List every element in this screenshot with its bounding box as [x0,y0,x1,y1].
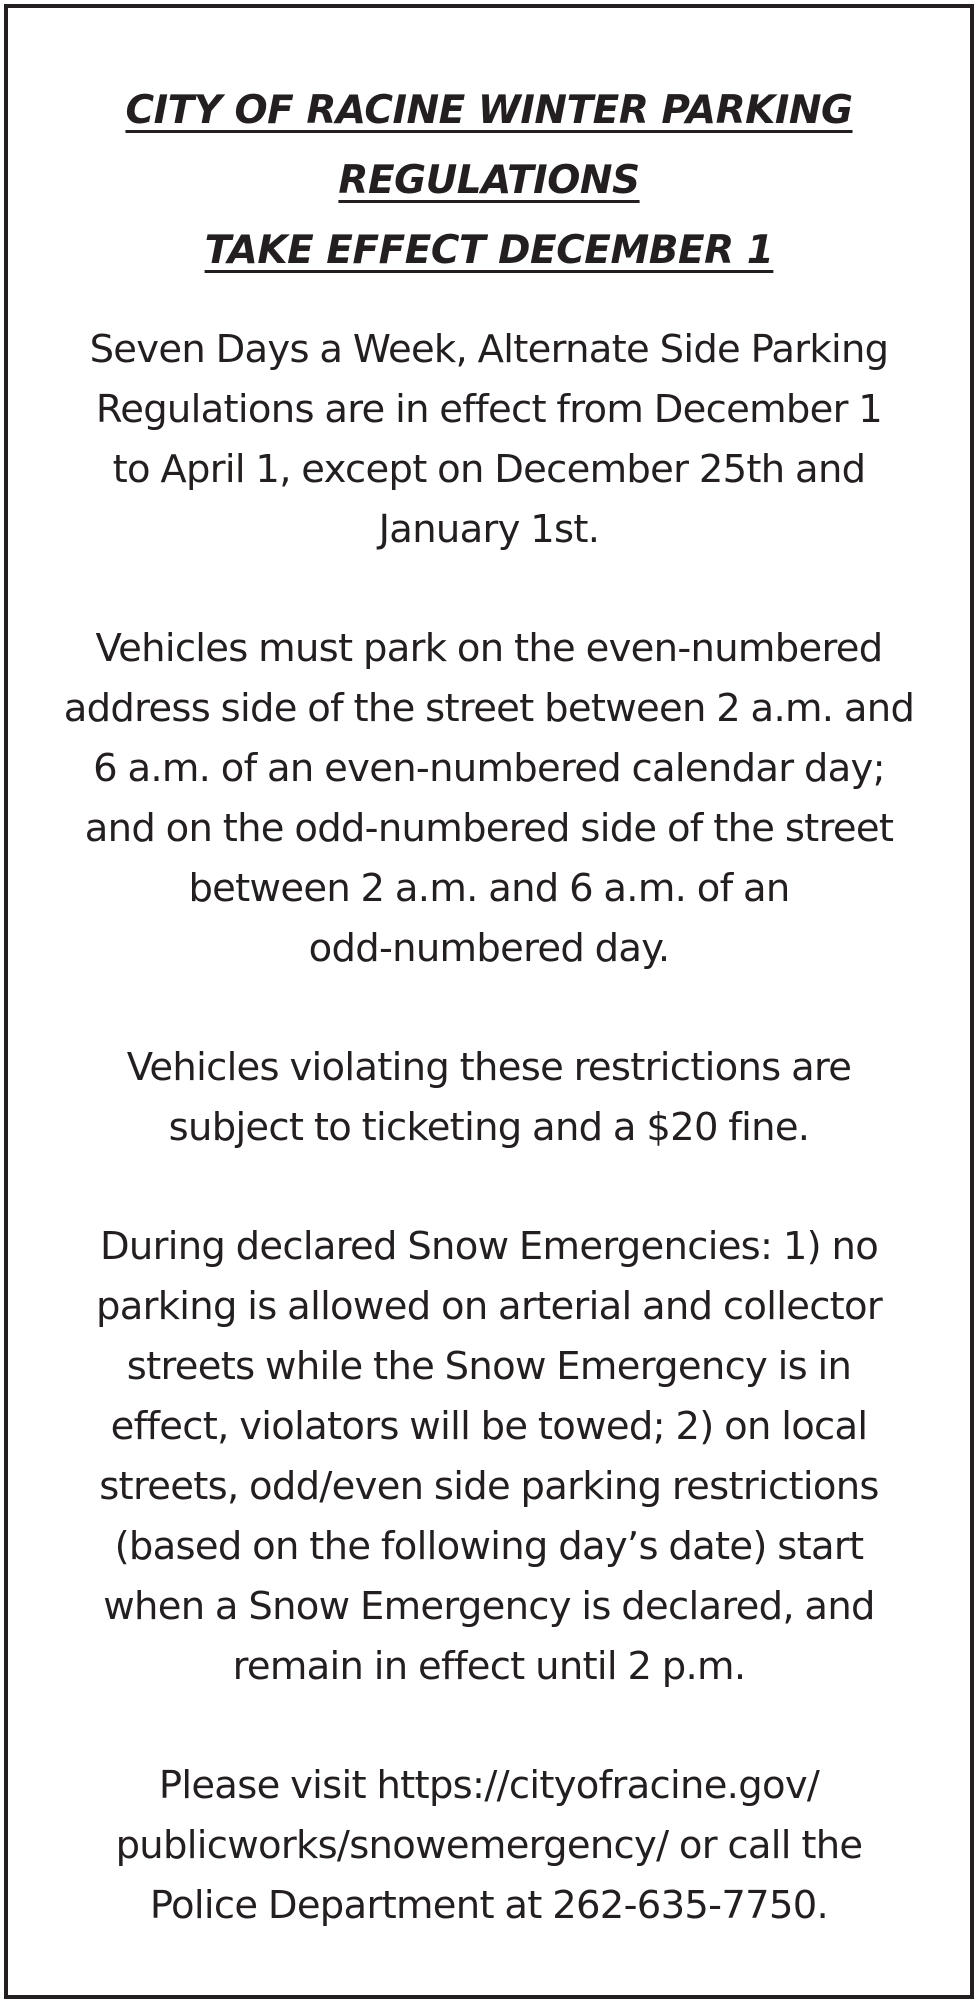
fine-paragraph [8,1038,970,1158]
text-line: During declared Snow Emergencies: 1) no [99,1224,879,1269]
text-line: Vehicles violating these restrictions are [126,1045,852,1090]
contact-paragraph [8,1756,970,1936]
snow-emergency-paragraph [8,1217,970,1697]
text-line: effect, violators will be towed; 2) on local [110,1404,868,1449]
schedule-paragraph [8,320,970,560]
text-line: streets, odd/even side parking restrictions [99,1464,879,1509]
text-line: (based on the following day’s date) start [114,1524,864,1569]
text-line: Please visit https://cityofracine.gov/ [158,1763,820,1808]
text-line: publicworks/snowemergency/ or call the [115,1823,863,1868]
text-line: parking is allowed on arterial and collector [95,1284,883,1329]
text-line: Regulations are in effect from December 1 [95,387,883,432]
text-line: Police Department at 262-635-7750. [149,1883,829,1928]
text-line: January 1st. [378,507,600,552]
text-line: to April 1, except on December 25th and [112,447,866,492]
parking-notice [4,4,974,1999]
text-line: 6 a.m. of an even-numbered calendar day; [93,746,885,791]
text-line: when a Snow Emergency is declared, and [103,1584,875,1629]
text-line: between 2 a.m. and 6 a.m. of an [188,866,790,911]
text-line: address side of the street between 2 a.m. and [63,686,915,731]
notice-title [8,76,970,286]
text-line: remain in effect until 2 p.m. [232,1644,746,1689]
text-line: and on the odd-numbered side of the street [84,806,894,851]
text-line: subject to ticketing and a $20 fine. [168,1105,810,1150]
title-line: TAKE EFFECT DECEMBER 1 [204,228,774,273]
text-line: Vehicles must park on the even-numbered [95,626,883,671]
title-line: CITY OF RACINE WINTER PARKING [125,88,853,133]
text-line: Seven Days a Week, Alternate Side Parking [89,327,889,372]
text-line: odd-numbered day. [308,926,670,971]
alternate-side-paragraph [8,619,970,979]
title-line: REGULATIONS [338,158,640,203]
text-line: streets while the Snow Emergency is in [126,1344,852,1389]
